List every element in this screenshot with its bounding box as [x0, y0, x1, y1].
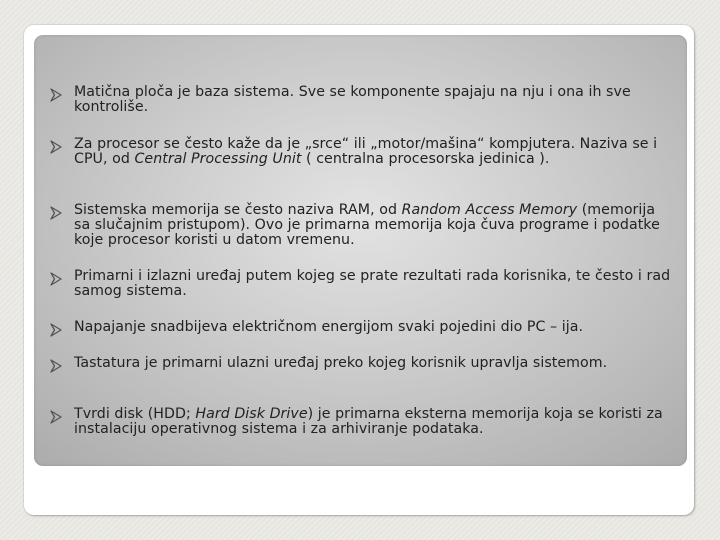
arrowhead-bullet-icon	[50, 205, 62, 219]
text-segment: Sistemska memorija se često naziva RAM, od	[74, 202, 402, 218]
text-segment: (memorija sa slučajnim pristupom). Ovo je primarna memorija koja čuva programe i podatke koje procesor koristi u datom vremenu.	[74, 202, 660, 248]
text-segment: Napajanje snadbijeva električnom energijom svaki pojedini dio PC – ija.	[74, 319, 584, 335]
bullet-text	[74, 85, 674, 115]
text-segment: CPU	[74, 151, 103, 167]
text-segment: Za procesor se često kaže da je „srce“ ili „motor/mašina“ kompjutera. Naziva se i	[74, 136, 658, 152]
arrowhead-bullet-icon	[50, 409, 62, 423]
arrowhead-bullet-icon	[50, 271, 62, 285]
text-segment: ( centralna procesorska jedinica ).	[301, 151, 550, 167]
text-segment: Tvrdi disk (HDD;	[74, 406, 196, 422]
italic-text-segment: Hard Disk Drive	[195, 406, 308, 422]
text-segment: , od	[103, 151, 135, 167]
text-segment: Matična ploča je baza sistema. Sve se komponente spajaju na nju i ona ih sve kontroliše.	[74, 84, 631, 115]
italic-text-segment: Central Processing Unit	[134, 151, 302, 167]
arrowhead-bullet-icon	[50, 139, 62, 153]
bullet-text	[74, 320, 674, 335]
text-segment: ) je primarna eksterna memorija koja se koristi za instalaciju operativnog sistema i za arhiviranje podataka.	[74, 406, 663, 437]
content-panel	[34, 35, 687, 466]
arrowhead-bullet-icon	[50, 322, 62, 336]
text-segment: Tastatura je primarni ulazni uređaj preko kojeg korisnik upravlja sistemom.	[74, 355, 608, 371]
text-segment: Primarni i izlazni uređaj putem kojeg se prate rezultati rada korisnika, te često i rad samog sistema.	[74, 268, 671, 299]
bullet-text	[74, 269, 674, 299]
arrowhead-bullet-icon	[50, 358, 62, 372]
bullet-text	[74, 356, 674, 371]
slide-card	[24, 25, 694, 515]
bullet-text	[74, 203, 674, 248]
bullet-text	[74, 407, 674, 437]
arrowhead-bullet-icon	[50, 87, 62, 101]
italic-text-segment: Random Access Memory	[401, 202, 578, 218]
bullet-text	[74, 137, 674, 167]
